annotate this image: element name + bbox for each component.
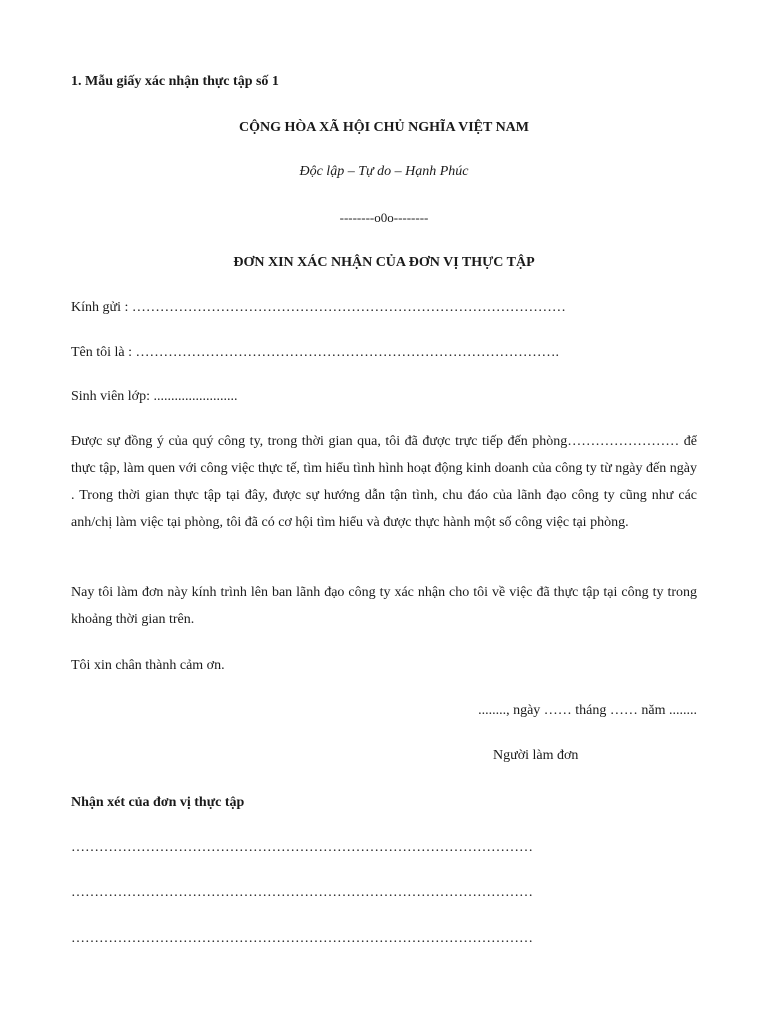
review-line: ……………………………………………………………………………………… bbox=[71, 931, 533, 946]
review-line: ……………………………………………………………………………………… bbox=[71, 885, 533, 900]
review-heading: Nhận xét của đơn vị thực tập bbox=[71, 795, 245, 810]
thanks-line: Tôi xin chân thành cảm ơn. bbox=[71, 658, 225, 673]
document-title: ĐƠN XIN XÁC NHẬN CỦA ĐƠN VỊ THỰC TẬP bbox=[233, 255, 535, 270]
signer-label: Người làm đơn bbox=[493, 748, 579, 763]
separator: --------o0o-------- bbox=[339, 210, 429, 225]
date-line: ........, ngày …… tháng …… năm ........ bbox=[478, 703, 697, 718]
sinh-vien-line: Sinh viên lớp: ........................ bbox=[71, 389, 238, 404]
section-heading: 1. Mẫu giấy xác nhận thực tập số 1 bbox=[71, 74, 279, 89]
body-paragraph-1: Được sự đồng ý của quý công ty, trong thời gian qua, tôi đã được trực tiếp đến phòng…………………… để thực tập, làm quen với công việc thực tế, tìm hiểu tình hình hoạt động kinh doanh của công ty từ ngày đến ngày . Trong thời gian thực tập tại đây, được sự hướng dẫn tận tình, chu đáo của lãnh đạo công ty cũng như các anh/chị làm việc tại phòng, tôi đã có cơ hội tìm hiểu và được thực hành một số công việc tại phòng. bbox=[71, 434, 697, 530]
ten-toi-line: Tên tôi là : ………………………………………………………………………………. bbox=[71, 345, 560, 360]
nation-header: CỘNG HÒA XÃ HỘI CHỦ NGHĨA VIỆT NAM bbox=[238, 120, 529, 135]
review-line: ……………………………………………………………………………………… bbox=[71, 840, 533, 855]
kinh-gui-line: Kính gửi : ………………………………………………………………………………… bbox=[71, 300, 566, 315]
motto: Độc lập – Tự do – Hạnh Phúc bbox=[299, 164, 469, 179]
body-paragraph-2: Nay tôi làm đơn này kính trình lên ban lãnh đạo công ty xác nhận cho tôi về việc đã thực tập tại công ty trong khoảng thời gian trên. bbox=[71, 585, 697, 627]
